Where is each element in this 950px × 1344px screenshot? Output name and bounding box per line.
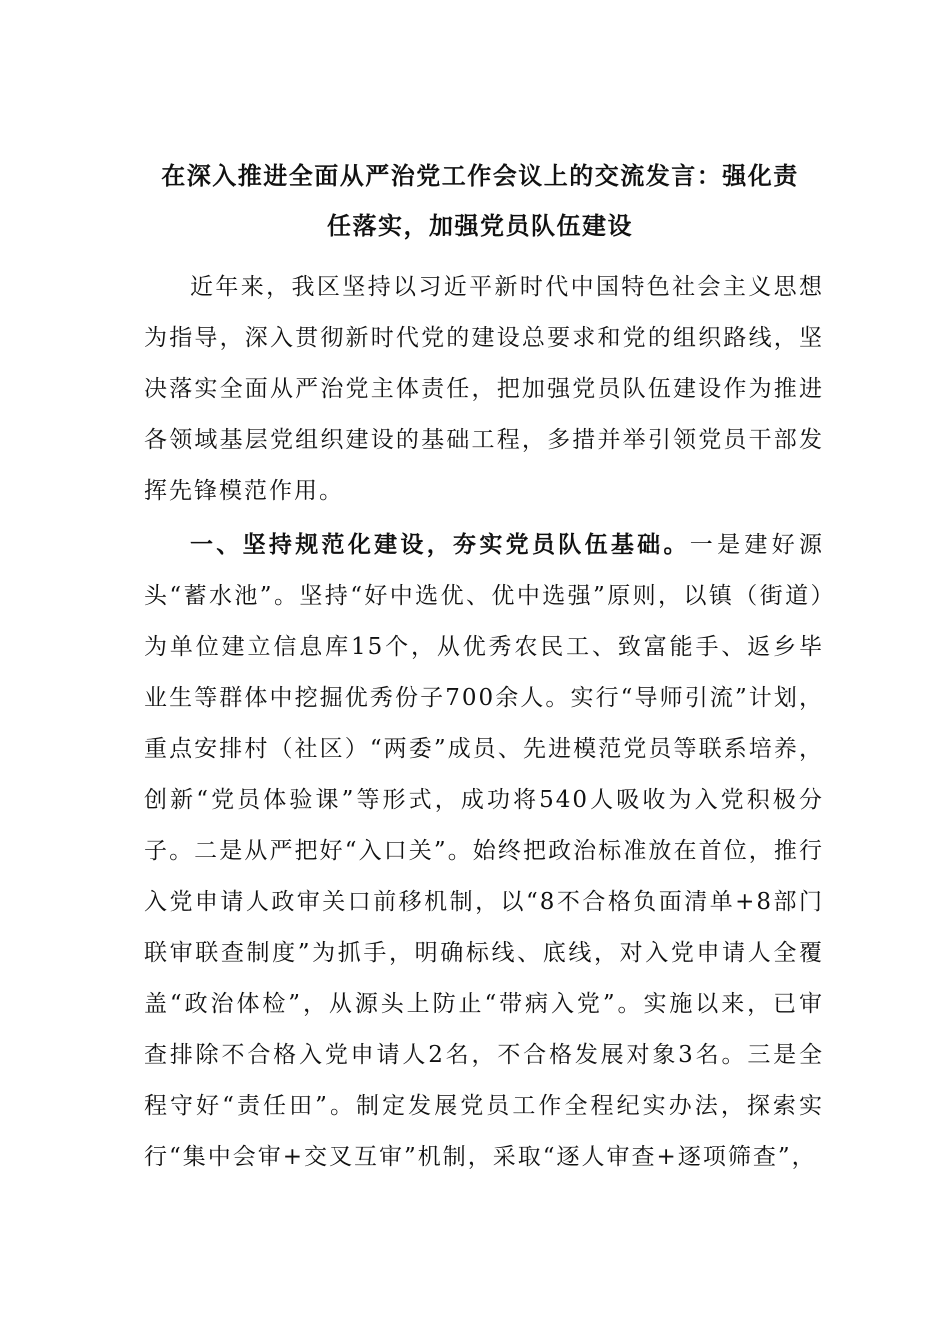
section-1-paragraph: [144, 520, 824, 1183]
section-1-body: 一是建好源头“蓄水池”。坚持“好中选优、优中选强”原则，以镇（街道）为单位建立信息库15个，从优秀农民工、致富能手、返乡毕业生等群体中挖掘优秀份子700余人。实行“导师引流”计划，重点安排村（社区）“两委”成员、先进模范党员等联系培养，创新“党员体验课”等形式，成功将540人吸收为入党积极分子。二是从严把好“入口关”。始终把政治标准放在首位，推行入党申请人政审关口前移机制，以“8不合格负面清单+8部门联审联查制度”为抓手，明确标线、底线，对入党申请人全覆盖“政治体检”，从源头上防止“带病入党”。实施以来，已审查排除不合格入党申请人2名，不合格发展对象3名。三是全程守好“责任田”。制定发展党员工作全程纪实办法，探索实行“集中会审+交叉互审”机制，采取“逐人审查+逐项筛查”，: [144, 532, 825, 1170]
document-title-line-1: 在深入推进全面从严治党工作会议上的交流发言：强化责: [161, 162, 799, 190]
section-1-heading: 一、坚持规范化建设，夯实党员队伍基础。: [190, 532, 690, 558]
intro-paragraph: 近年来，我区坚持以习近平新时代中国特色社会主义思想为指导，深入贯彻新时代党的建设总要求和党的组织路线，坚决落实全面从严治党主体责任，把加强党员队伍建设作为推进各领域基层党组织建设的基础工程，多措并举引领党员干部发挥先锋模范作用。: [144, 274, 824, 504]
document-title-line-2: 任落实，加强党员队伍建设: [327, 212, 633, 240]
